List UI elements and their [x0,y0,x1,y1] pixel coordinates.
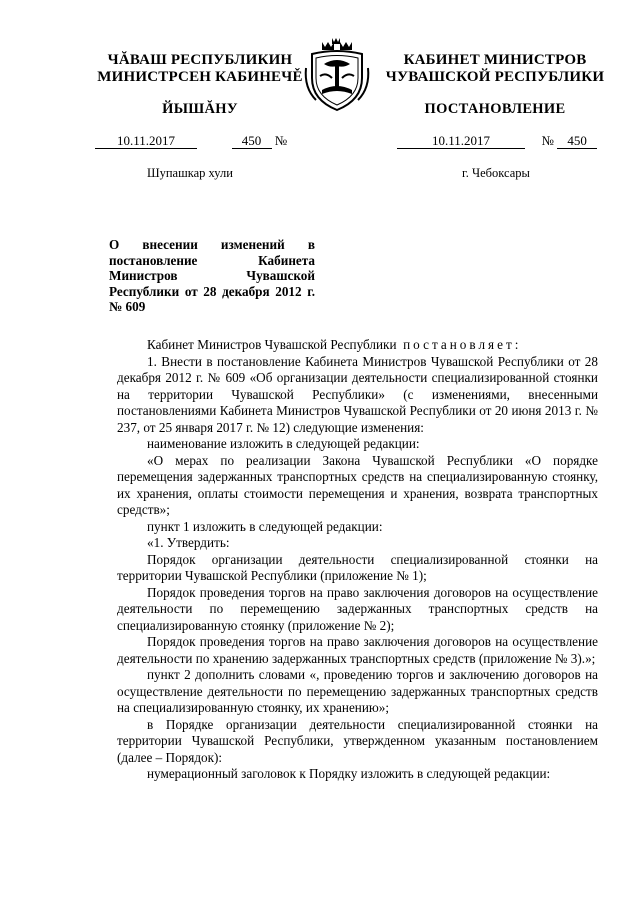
body-intro [117,337,598,354]
right-org-title-line1: КАБИНЕТ МИНИСТРОВ [403,52,587,68]
body-paragraph: Порядок организации деятельности специализированной стоянки на территории Чувашской Республики (приложение № 1); [117,551,598,583]
right-number-sign: № [541,133,554,148]
left-org-title-line2: МИНИСТРСЕН КАБИНЕЧĚ [97,69,303,85]
left-org-title [85,52,315,86]
left-city: Шупашкар хули [147,166,233,180]
intro-verb: постановляет: [403,337,522,352]
intro-text: Кабинет Министров Чувашской Республики [147,337,397,352]
right-number: 450 [557,134,597,149]
document-body [117,337,598,783]
right-date: 10.11.2017 [397,134,525,149]
body-paragraph: нумерационный заголовок к Порядку изложить в следующей редакции: [147,766,551,781]
body-paragraph: Порядок проведения торгов на право заключения договоров на осуществление деятельности по хранению задержанных транспортных средств (приложение № 3).»; [117,634,598,666]
body-paragraph: «О мерах по реализации Закона Чувашской Республики «О порядке перемещения задержанных транспортных средств на специализированную стоянку, их хранения, оплаты стоимости перемещения и хранения, возврата транспортных средств»; [117,452,598,517]
right-city: г. Чебоксары [462,166,530,180]
right-org-title [375,52,615,86]
body-paragraph: пункт 2 дополнить словами «, проведению торгов и заключению договоров на осуществление деятельности по перемещению задержанных транспортных средств на специализированную стоянку, их хранению»; [117,667,598,715]
right-org-title-line2: ЧУВАШСКОЙ РЕСПУБЛИКИ [385,69,605,85]
body-paragraph: 1. Внести в постановление Кабинета Министров Чувашской Республики от 28 декабря 2012 г. № 609 «Об организации деятельности специализированной стоянки на территории Чувашской Республики» (с изменениями, внесенными постановлениями Кабинета Министров Чувашской Республики от 20 июня 2013 г. № 237, от 25 января 2017 г. № 12) следующие изменения: [117,353,598,435]
left-number-sign: № [274,133,288,148]
body-paragraph: в Порядке организации деятельности специализированной стоянки на территории Чувашской Республики, утвержденном указанным постановлением (далее – Порядок): [117,716,598,765]
body-paragraph: пункт 1 изложить в следующей редакции: [147,518,383,534]
left-number: 450 [232,134,272,149]
left-document-kind: ЙЫШĂНУ [162,101,238,117]
right-date-number-line [397,133,597,149]
body-paragraph: Порядок проведения торгов на право заключения договоров на осуществление деятельности по перемещению задержанных транспортных средств на специализированную стоянку (приложение № 2); [117,584,598,633]
chuvash-coat-of-arms-icon [302,38,372,112]
body-paragraph: «1. Утвердить: [147,535,230,550]
left-org-title-line1: ЧĂВАШ РЕСПУБЛИКИН [107,52,293,68]
left-date: 10.11.2017 [95,134,197,149]
right-document-kind: ПОСТАНОВЛЕНИЕ [424,101,566,117]
document-subject: О внесении изменений в постановление Кабинета Министров Чувашской Республики от 28 декабря 2012 г. № 609 [109,237,315,315]
body-paragraph: наименование изложить в следующей редакции: [147,436,420,451]
left-date-number-line [95,133,287,149]
